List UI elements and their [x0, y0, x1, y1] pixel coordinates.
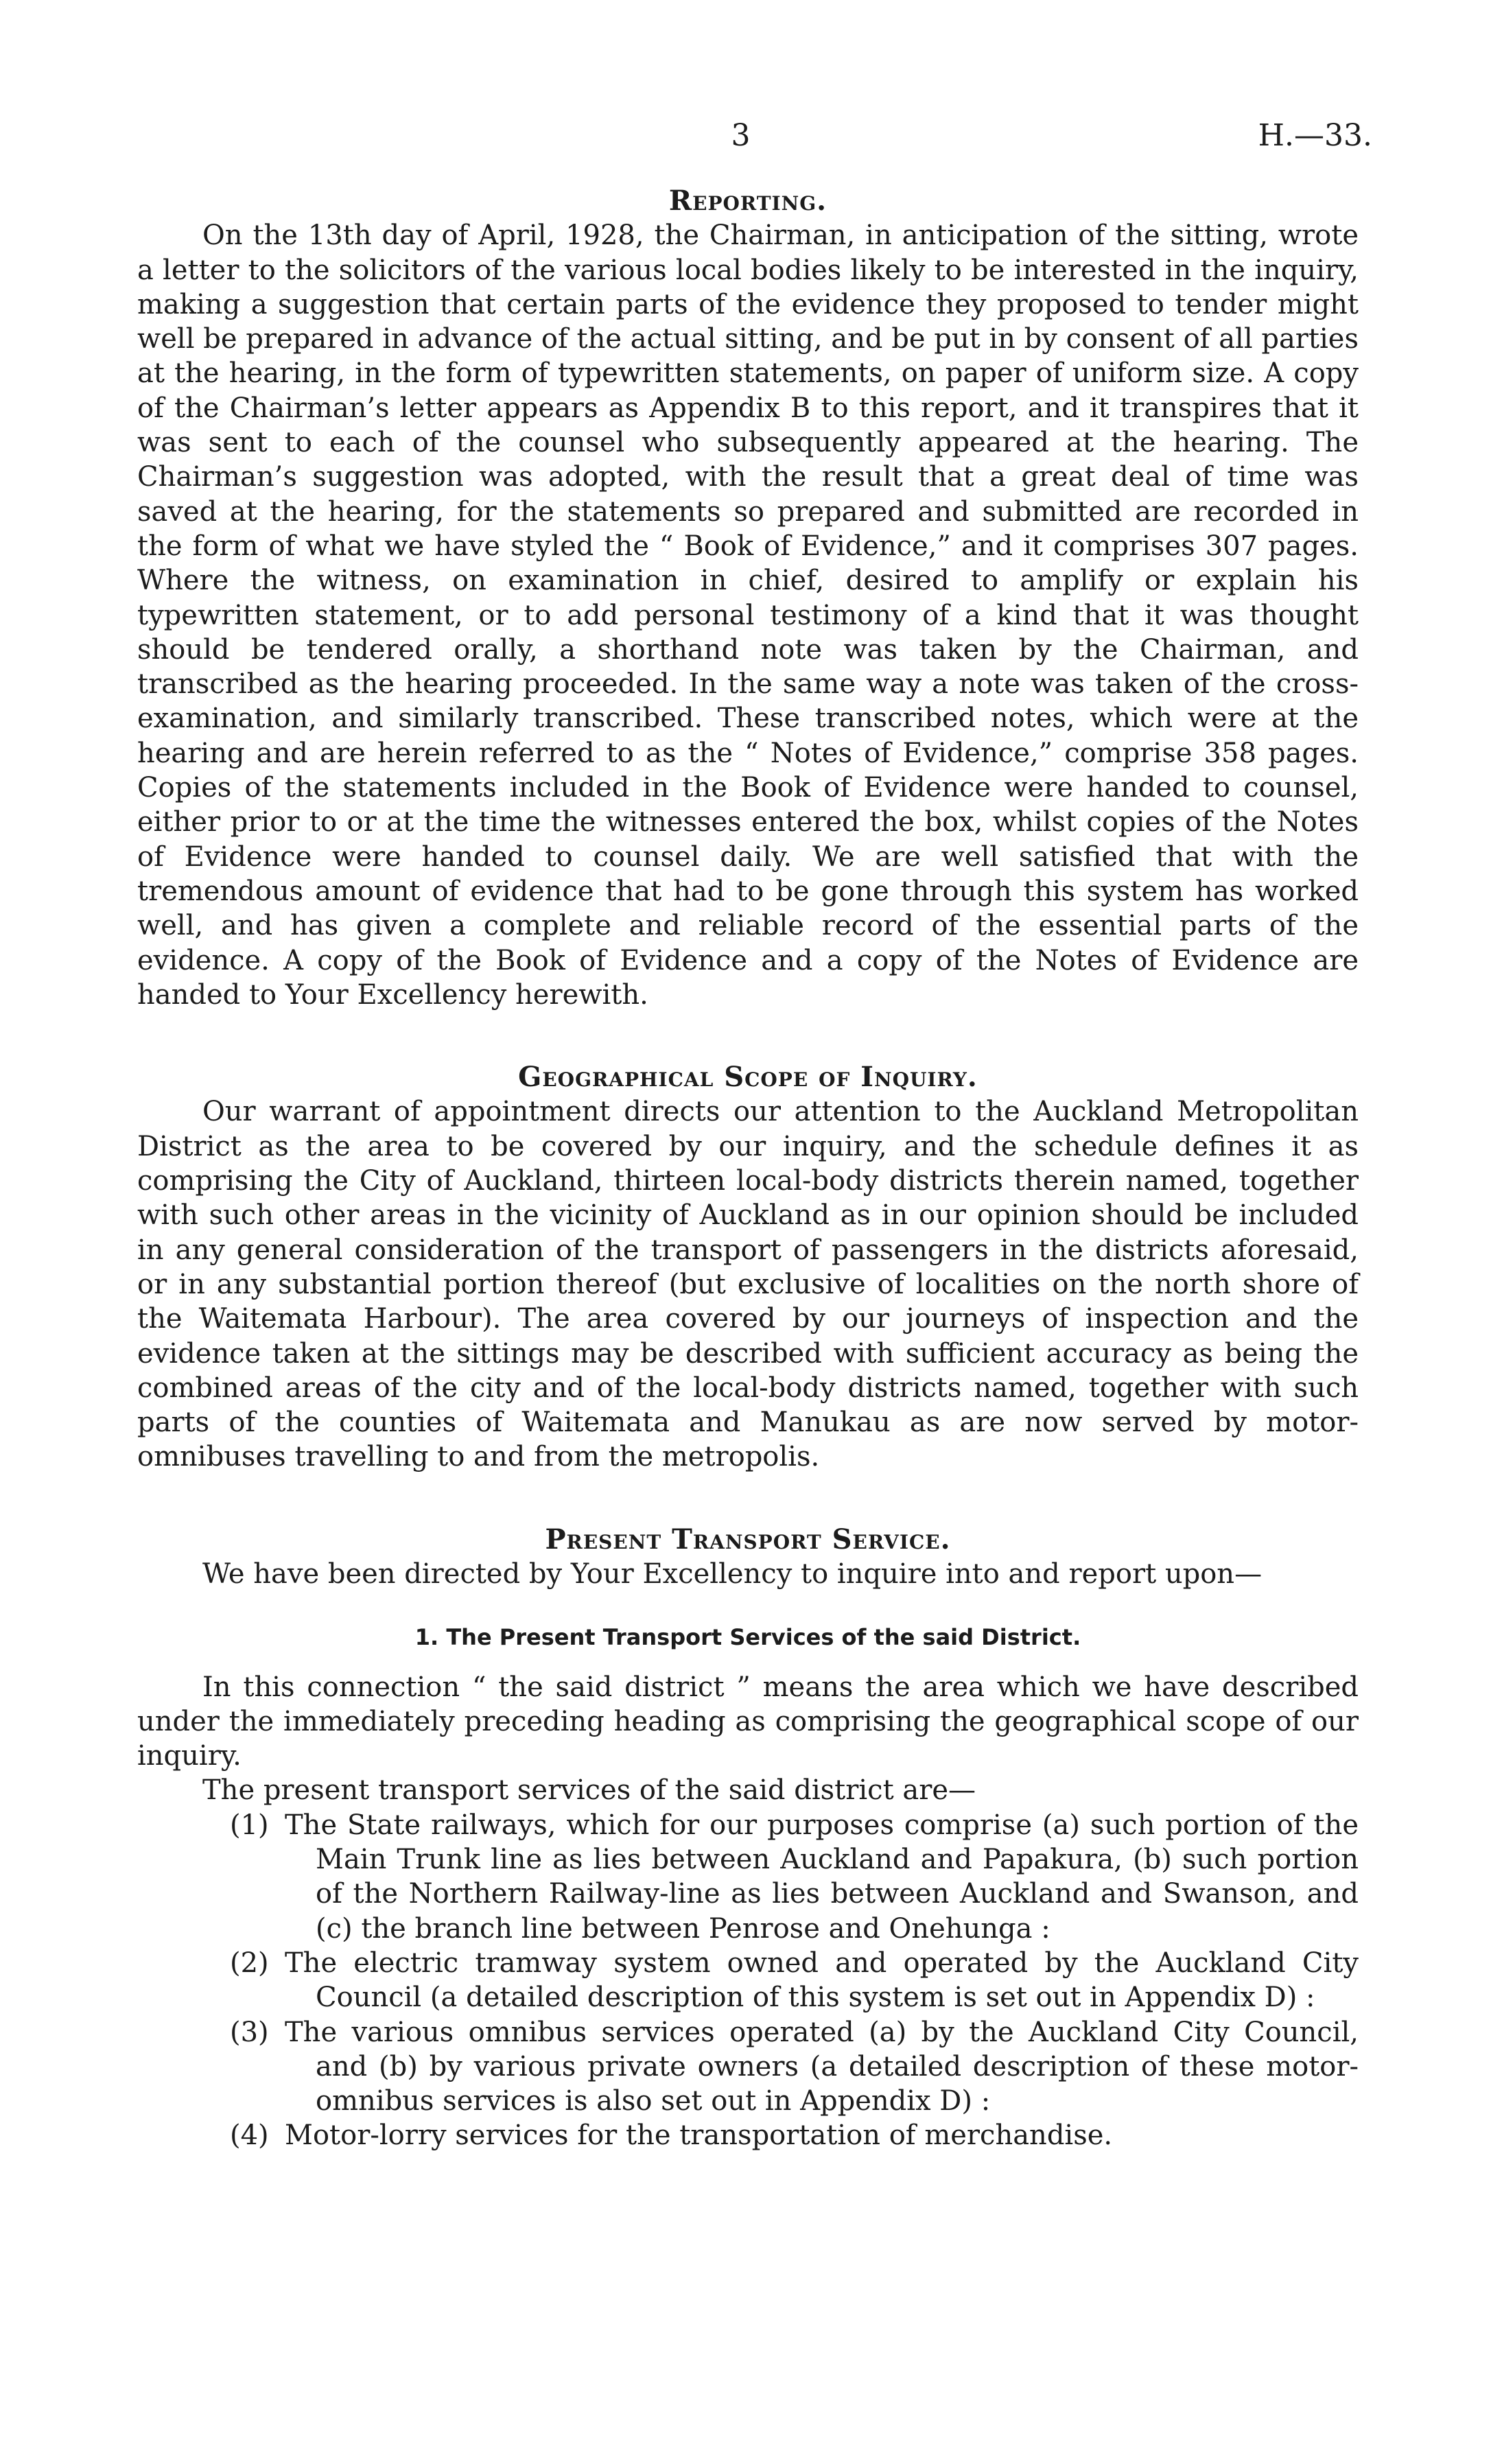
heading-geographical-scope: Geographical Scope of Inquiry. — [518, 1061, 978, 1094]
page-number: 3 — [731, 118, 751, 153]
paragraph-directive: We have been directed by Your Excellency to inquire into and report upon— — [202, 1558, 1263, 1590]
list-item-number: (4) — [230, 2120, 269, 2152]
list-item-text: The various omnibus services operated (a) by the Auckland City Council, and (b) by various private owners (a detailed description of these motor-omnibus services is also set out in Appendix D) : — [285, 2016, 1359, 2117]
list-item — [137, 2015, 1359, 2119]
heading-present-transport: Present Transport Service. — [545, 1523, 951, 1556]
paragraph-geographical-scope: Our warrant of appointment directs our attention to the Auckland Metropolitan District as the area to be covered by our inquiry, and the schedule defines it as comprising the City of Auckland, thirteen local-body districts therein named, together with such other areas in the vicinity of Auckland as in our opinion should be included in any general consideration of the transport of passengers in the districts aforesaid, or in any substantial portion thereof (but exclusive of localities on the north shore of the Waitemata Harbour). The area covered by our journeys of inspection and the evidence taken at the sittings may be described with sufficient accuracy as being the combined areas of the city and of the local-body districts named, together with such parts of the counties of Waitemata and Manukau as are now served by motor-omnibuses travelling to and from the metropolis. — [137, 1096, 1359, 1473]
list-item-text: Motor-lorry services for the transportation of merchandise. — [285, 2120, 1113, 2152]
document-reference: H.—33. — [1258, 118, 1372, 153]
list-item-number: (3) — [230, 2016, 269, 2048]
list-item-number: (1) — [230, 1809, 269, 1841]
paragraph-said-district: In this connection “ the said district ” means the area which we have described under the immediately preceding heading as comprising the geographical scope of our inquiry. — [137, 1671, 1359, 1772]
list-item-text: The electric tramway system owned and operated by the Auckland City Council (a detailed description of this system is set out in Appendix D) : — [285, 1947, 1359, 2014]
list-item — [137, 1808, 1359, 1946]
paragraph-services-intro: The present transport services of the said district are— — [202, 1774, 976, 1807]
heading-reporting: Reporting. — [668, 185, 827, 217]
paragraph-reporting: On the 13th day of April, 1928, the Chairman, in anticipation of the sitting, wrote a letter to the solicitors of the various local bodies likely to be interested in the inquiry, making a suggestion that certain parts of the evidence they proposed to tender might well be prepared in advance of the actual sitting, and be put in by consent of all parties at the hearing, in the form of typewritten statements, on paper of uniform size. A copy of the Chairman’s letter appears as Appendix B to this report, and it transpires that it was sent to each of the counsel who subsequently appeared at the hearing. The Chairman’s suggestion was adopted, with the result that a great deal of time was saved at the hearing, for the statements so prepared and submitted are recorded in the form of what we have styled the “ Book of Evidence,” and it comprises 307 pages. Where the witness, on examination in chief, desired to amplify or explain his typewritten statement, or to add personal testimony of a kind that it was thought should be tendered orally, a shorthand note was taken by the Chairman, and transcribed as the hearing proceeded. In the same way a note was taken of the cross-examination, and similarly transcribed. These transcribed notes, which were at the hearing and are herein referred to as the “ Notes of Evidence,” comprise 358 pages. Copies of the statements included in the Book of Evidence were handed to counsel, either prior to or at the time the witnesses entered the box, whilst copies of the Notes of Evidence were handed to counsel daily. We are well satisfied that with the tremendous amount of evidence that had to be gone through this system has worked well, and has given a complete and reliable record of the essential parts of the evidence. A copy of the Book of Evidence and a copy of the Notes of Evidence are handed to Your Excellency herewith. — [137, 220, 1359, 1011]
document-body — [137, 184, 1359, 2153]
list-item-number: (2) — [230, 1947, 269, 1979]
list-item-text: The State railways, which for our purposes comprise (a) such portion of the Main Trunk line as lies between Auckland and Papakura, (b) such portion of the Northern Railway-line as lies between Auckland and Swanson, and (c) the branch line between Penrose and Onehunga : — [285, 1809, 1359, 1945]
list-item — [137, 1946, 1359, 2015]
list-item — [137, 2118, 1359, 2152]
transport-services-list — [137, 1808, 1359, 2153]
subheading-transport-services: 1. The Present Transport Services of the said District. — [414, 1624, 1081, 1651]
